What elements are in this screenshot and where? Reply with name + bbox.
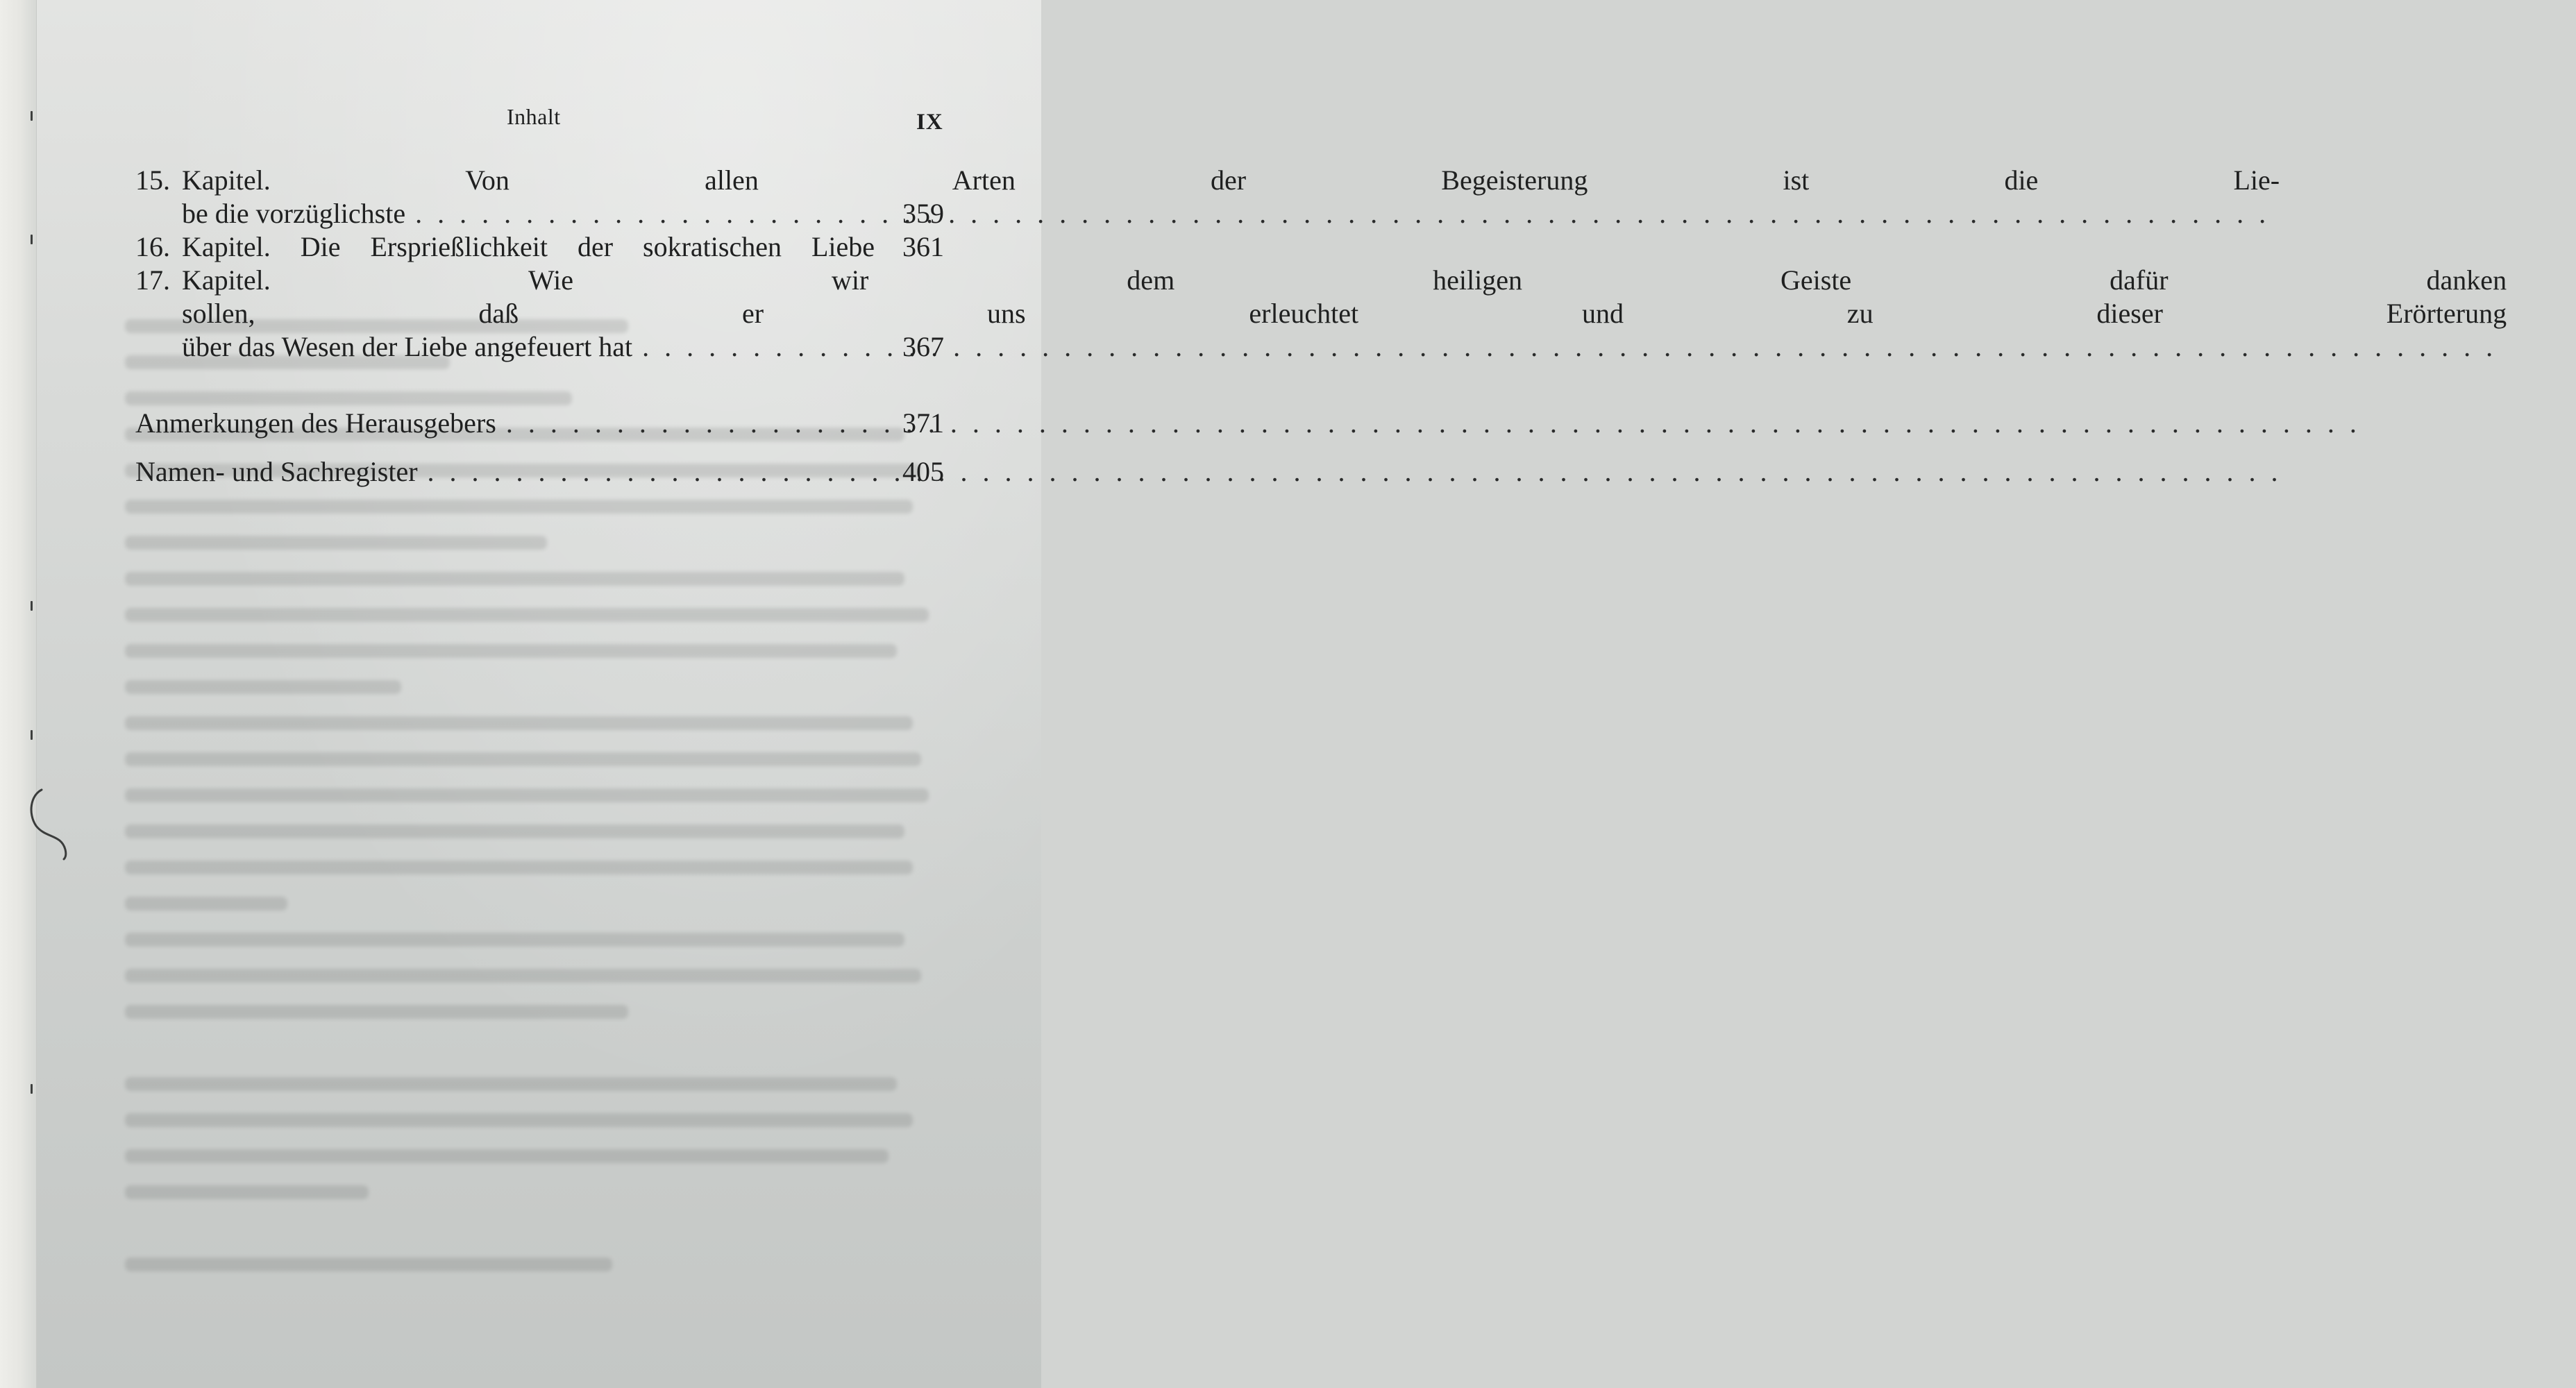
chapter-page-number: 367 — [902, 331, 944, 362]
chapter-title-line: Kapitel. Die Ersprießlichkeit der sokratischen Liebe — [182, 231, 875, 262]
leader-dots — [506, 407, 2361, 440]
appendix-title: Namen- und Sachregister — [135, 456, 418, 487]
binding-mark — [31, 1084, 33, 1094]
toc-entry-index — [135, 455, 944, 489]
leader-dots — [415, 197, 2270, 230]
chapter-title-line: Kapitel. Wie wir dem heiligen Geiste dafür danken — [182, 264, 2507, 296]
appendix-page-number: 371 — [902, 407, 944, 439]
chapter-number: 17. — [135, 264, 170, 296]
chapter-page-number: 359 — [902, 198, 944, 229]
chapter-title-line: Kapitel. Von allen Arten der Begeisterung ist die Lie- — [182, 164, 2280, 196]
running-header — [0, 104, 1041, 139]
toc-entry-editor-notes — [135, 407, 944, 440]
leader-dots — [428, 455, 2282, 489]
book-spine-gutter — [0, 0, 37, 1388]
section-spacer — [135, 364, 944, 407]
chapter-title-line: über das Wesen der Liebe angefeuert hat — [182, 331, 633, 362]
appendix-page-number: 405 — [902, 456, 944, 487]
toc-entry-chapter-15 — [135, 164, 2280, 230]
toc-entry-chapter-17 — [135, 264, 2507, 364]
binding-mark — [31, 730, 33, 740]
appendix-title: Anmerkungen des Herausgebers — [135, 407, 496, 439]
chapter-title-line: be die vorzüglichste — [182, 198, 406, 229]
toc-entry-chapter-16 — [135, 230, 944, 264]
chapter-title-line: sollen, daß er uns erleuchtet und zu dieser Erörterung — [182, 298, 2507, 329]
chapter-number: 16. — [135, 231, 170, 262]
running-title: Inhalt — [507, 104, 561, 129]
page-number: IX — [916, 110, 943, 135]
chapter-page-number: 361 — [902, 231, 944, 262]
chapter-number: 15. — [135, 164, 170, 196]
binding-mark — [31, 235, 33, 244]
binding-mark — [31, 601, 33, 611]
pencil-mark-icon — [28, 786, 76, 862]
table-of-contents — [135, 164, 2507, 504]
